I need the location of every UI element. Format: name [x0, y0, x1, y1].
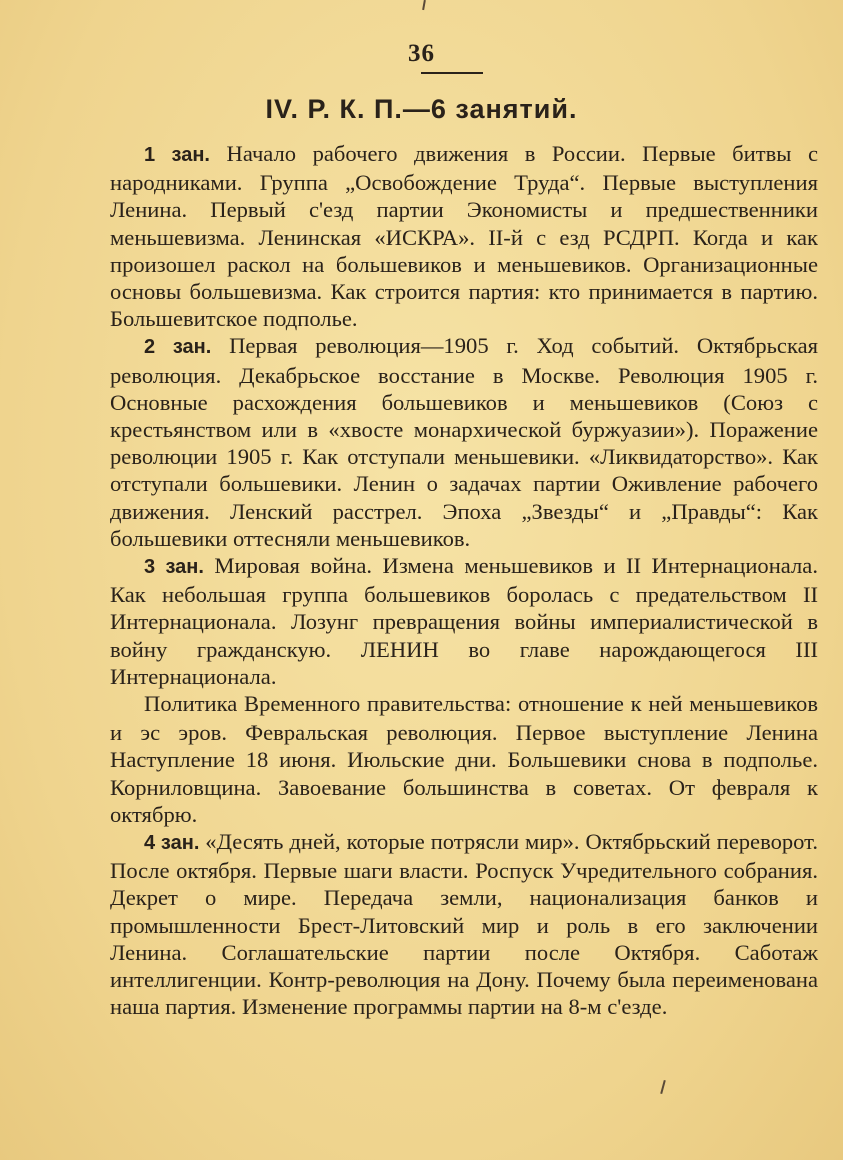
lesson-text: Начало рабочего движения в России. Первые битвы с народниками. Группа „Освобождение Труда“. Первые выступления Ленина. Первый с'езд партии Экономисты и предшественники меньшевизма. Ленинская «ИСКРА». II-й с езд РСДРП. Когда и как произошел раскол на большевиков и меньшевиков. Организационные основы большевизма. Как строится партия: кто принимается в партию. Большевитское подполье. [110, 141, 818, 332]
lesson-paragraph [110, 690, 818, 828]
lesson-paragraph [110, 332, 818, 552]
lesson-paragraph [110, 140, 818, 332]
lesson-list [110, 140, 818, 1021]
lesson-number: 1 зан. [144, 144, 210, 166]
print-mark [660, 1080, 666, 1094]
lesson-number: 3 зан. [144, 556, 204, 579]
section-heading: IV. Р. К. П.—6 занятий. [265, 94, 578, 124]
lesson-text: Политика Временного правительства: отношение к ней меньшевиков и эс эров. Февральская революция. Первое выступление Ленина Наступление 18 июня. Июльские дни. Большевики снова в подполье. Корниловщина. Завоевание большинства в советах. От февраля к октябрю. [110, 691, 818, 827]
lesson-paragraph [110, 828, 818, 1020]
print-mark [422, 0, 426, 10]
lesson-text: Первая революция—1905 г. Ход событий. Октябрьская революция. Декабрьское восстание в Москве. Революция 1905 г. Основные расхождения большевиков и меньшевиков (Союз с крестьянством или в «хвосте монархической буржуазии»). Поражение революции 1905 г. Как отступали меньшевики. «Ликвидаторство». Как отступали большевики. Ленин о задачах партии Оживление рабочего движения. Ленский расстрел. Эпоха „Звезды“ и „Правды“: Как большевики оттесняли меньшевиков. [110, 333, 819, 551]
page-number-underline [421, 72, 483, 74]
lesson-text: Мировая война. Измена меньшевиков и II Интернационала. Как небольшая группа большевиков боролась с предательством II Интернационала. Лозунг превращения войны империалистической в войну гражданскую. ЛЕНИН во главе нарождающегося III Интернационала. [110, 553, 818, 689]
lesson-paragraph [110, 552, 818, 690]
page-number: 36 [408, 40, 435, 67]
lesson-text: «Десять дней, которые потрясли мир». Октябрьский переворот. После октября. Первые шаги власти. Роспуск Учредительного собрания. Декрет о мире. Передача земли, национализация банков и промышленности Брест-Литовский мир и роль в его заключении Ленина. Соглашательские партии после Октября. Саботаж интеллигенции. Контр-революция на Дону. Почему была переименована наша партия. Изменение программы партии на 8-м с'езде. [110, 829, 818, 1020]
lesson-number: 2 зан. [144, 336, 212, 359]
lesson-number: 4 зан. [144, 832, 200, 855]
